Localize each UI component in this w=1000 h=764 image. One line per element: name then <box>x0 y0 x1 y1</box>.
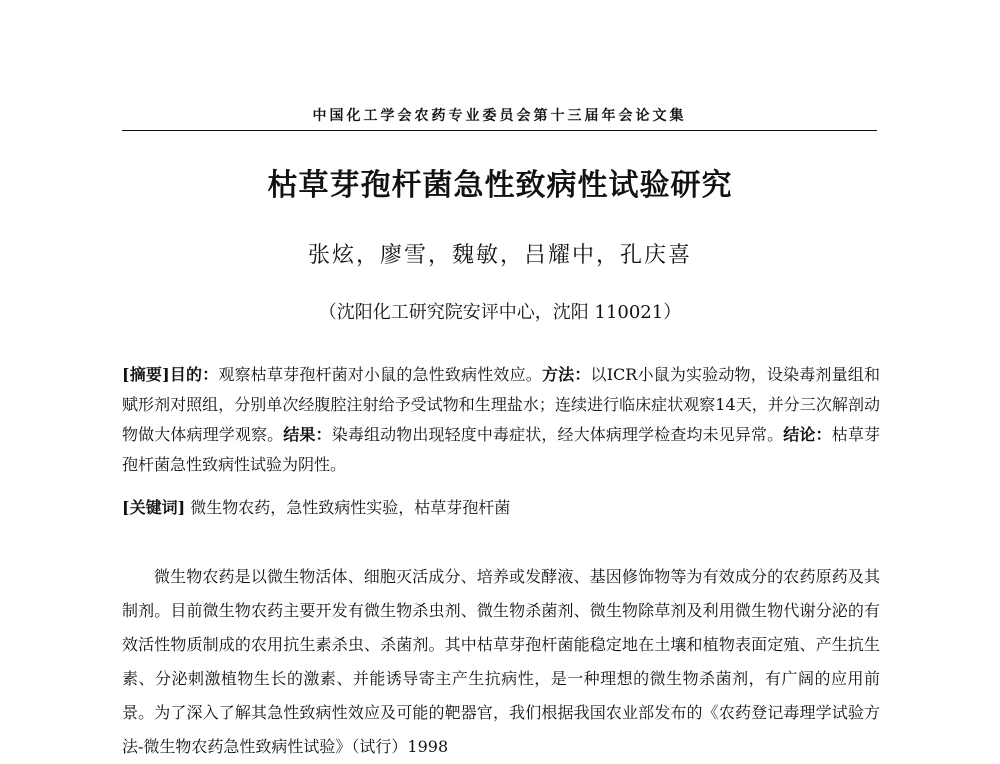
abstract-label: [摘要] <box>122 365 170 384</box>
keywords-label: [关键词] <box>122 498 186 517</box>
keywords-text: 微生物农药，急性致病性实验，枯草芽孢杆菌 <box>185 498 511 517</box>
header-rule <box>122 130 877 131</box>
abstract-method-label: 方法： <box>541 365 591 384</box>
abstract-purpose-label: 目的： <box>169 365 219 384</box>
running-header: 中国化工学会农药专业委员会第十三届年会论文集 <box>312 108 687 124</box>
author-list: 张炫，廖雪，魏敏，吕耀中，孔庆喜 <box>307 243 692 268</box>
paper-title: 枯草芽孢杆菌急性致病性试验研究 <box>267 168 733 203</box>
abstract-purpose-text: 观察枯草芽孢杆菌对小鼠的急性致病性效应。 <box>218 365 542 384</box>
abstract-conclusion-text: 枯草芽孢杆菌急性致病性试验为阴性。 <box>122 425 880 474</box>
keywords <box>122 493 880 523</box>
abstract-result-text: 染毒组动物出现轻度中毒症状，经大体病理学检查均未见异常。 <box>331 425 784 444</box>
abstract-result-label: 结果： <box>283 425 332 444</box>
abstract-conclusion-label: 结论： <box>783 425 832 444</box>
body-paragraph: 微生物农药是以微生物活体、细胞灭活成分、培养或发酵液、基因修饰物等为有效成分的农药原药及其制剂。目前微生物农药主要开发有微生物杀虫剂、微生物杀菌剂、微生物除草剂及利用微生物代谢分泌的有效活性物质制成的农用抗生素杀虫、杀菌剂。其中枯草芽孢杆菌能稳定地在土壤和植物表面定殖、产生抗生素、分泌刺激植物生长的激素、并能诱导寄主产生抗病性，是一种理想的微生物杀菌剂，有广阔的应用前景。为了深入了解其急性致病性效应及可能的靶器官，我们根据我国农业部发布的《农药登记毒理学试验方法-微生物农药急性致病性试验》（试行）1998 <box>122 567 880 756</box>
abstract <box>122 360 880 480</box>
affiliation: （沈阳化工研究院安评中心，沈阳 110021） <box>318 302 682 323</box>
abstract-method-text: 以ICR小鼠为实验动物，设染毒剂量组和赋形剂对照组，分别单次经腹腔注射给予受试物和生理盐水；连续进行临床症状观察14天，并分三次解剖动物做大体病理学观察。 <box>122 365 880 444</box>
